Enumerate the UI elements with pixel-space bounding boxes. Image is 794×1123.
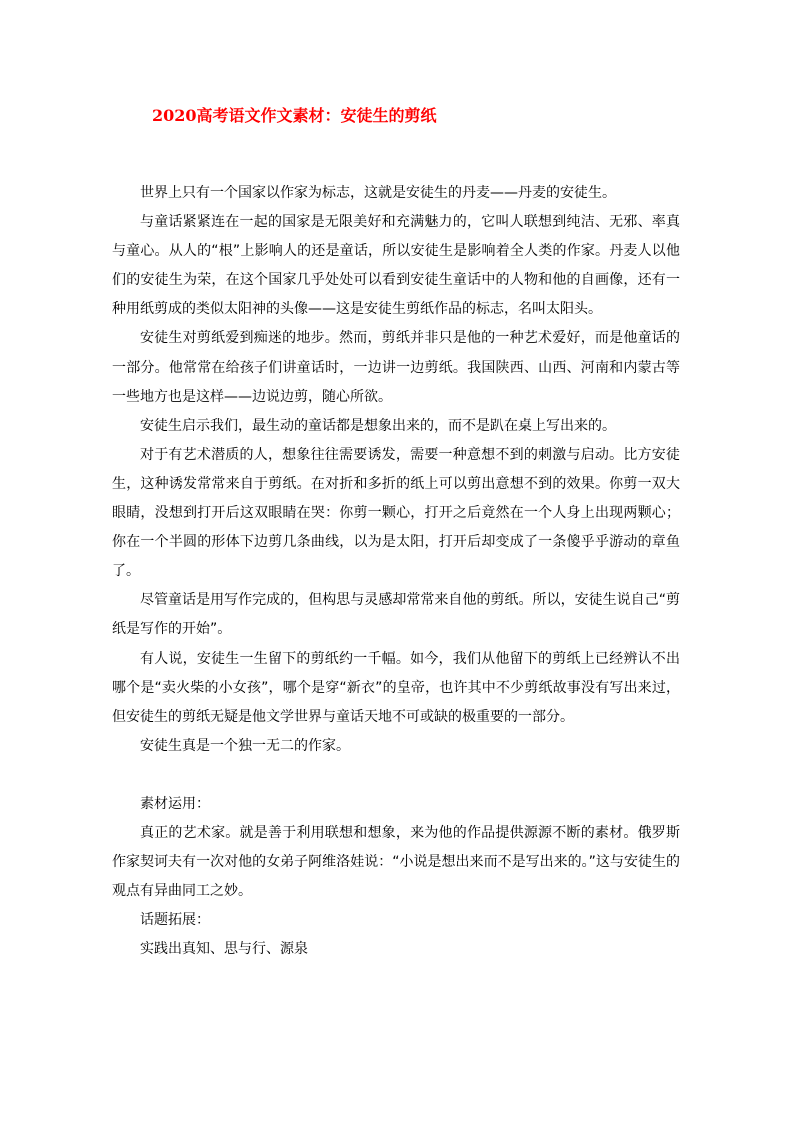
paragraph: 对于有艺术潜质的人，想象往往需要诱发，需要一种意想不到的刺激与启动。比方安徒生，这种诱发常常来自于剪纸。在对折和多折的纸上可以剪出意想不到的效果。你剪一双大眼睛，没想到打开后这双眼睛在哭：你剪一颗心，打开之后竟然在一个人身上出现两颗心；你在一个半圆的形体下边剪几条曲线，以为是太阳，打开后却变成了一条傻乎乎游动的章鱼了。 — [112, 446, 680, 580]
material-use-heading: 素材运用： — [140, 795, 210, 812]
paragraph: 尽管童话是用写作完成的，但构思与灵感却常常来自他的剪纸。所以，安徒生说自己“剪纸是写作的开始”。 — [112, 592, 680, 638]
paragraph: 安徒生对剪纸爱到痴迷的地步。然而，剪纸并非只是他的一种艺术爱好，而是他童话的一部分。他常常在给孩子们讲童话时，一边讲一边剪纸。我国陕西、山西、河南和内蒙古等一些地方也是这样——边说边剪，随心所欲。 — [112, 330, 680, 405]
topic-heading: 话题拓展： — [140, 912, 210, 929]
section-spacer — [112, 761, 680, 790]
paragraph: 安徒生真是一个独一无二的作家。 — [140, 737, 350, 754]
paragraph: 安徒生启示我们，最生动的童话都是想象出来的，而不是趴在桌上写出来的。 — [140, 417, 616, 434]
material-use-text: 真正的艺术家。就是善于利用联想和想象，来为他的作品提供源源不断的素材。俄罗斯作家契诃夫有一次对他的女弟子阿维洛娃说：“小说是想出来而不是写出来的。”这与安徒生的观点有异曲同工之妙。 — [112, 824, 680, 900]
paragraph: 世界上只有一个国家以作家为标志，这就是安徒生的丹麦——丹麦的安徒生。 — [140, 185, 616, 201]
document-body — [112, 179, 680, 964]
document-title: 2020高考语文作文素材：安徒生的剪纸 — [152, 106, 437, 125]
paragraph: 有人说，安徒生一生留下的剪纸约一千幅。如今，我们从他留下的剪纸上已经辨认不出哪个是“卖火柴的小女孩”，哪个是穿“新衣”的皇帝，也许其中不少剪纸故事没有写出来过，但安徒生的剪纸无疑是他文学世界与童话天地不可或缺的极重要的一部分。 — [112, 650, 680, 725]
topic-text: 实践出真知、思与行、源泉 — [140, 941, 308, 958]
paragraph: 与童话紧紧连在一起的国家是无限美好和充满魅力的，它叫人联想到纯洁、无邪、率真与童心。从人的“根”上影响人的还是童话，所以安徒生是影响着全人类的作家。丹麦人以他们的安徒生为荣，在这个国家几乎处处可以看到安徒生童话中的人物和他的自画像，还有一种用纸剪成的类似太阳神的头像——这是安徒生剪纸作品的标志，名叫太阳头。 — [112, 214, 680, 318]
